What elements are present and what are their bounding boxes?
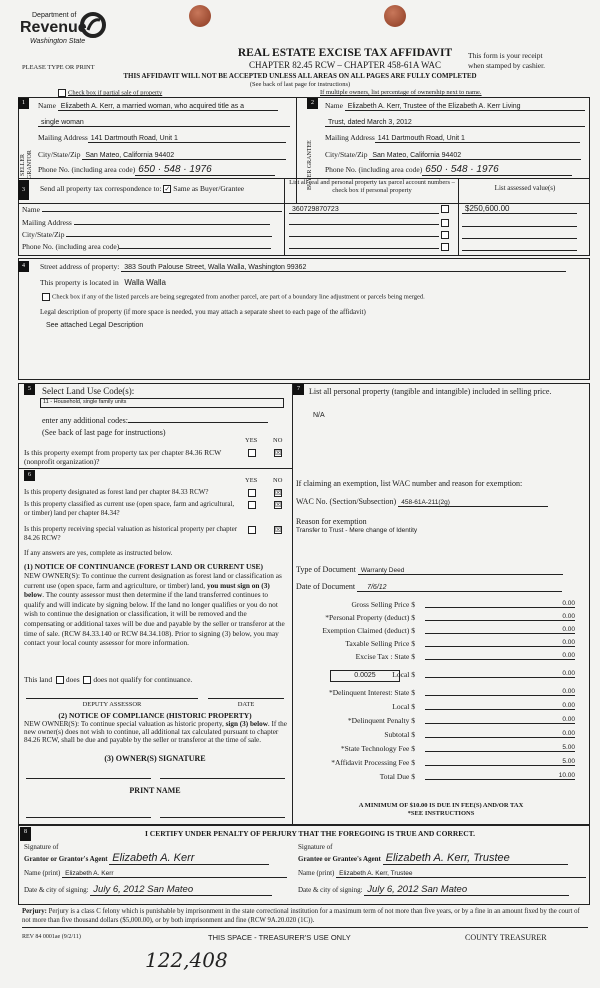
seller-mailing-address[interactable]: 141 Dartmouth Road, Unit 1	[88, 135, 286, 143]
fee-value[interactable]: 0.00	[425, 688, 575, 696]
does-not-qualify-checkbox[interactable]	[83, 676, 91, 684]
parcel-number-field[interactable]	[289, 229, 439, 237]
buyer-phone[interactable]: 650 · 548 · 1976	[422, 164, 572, 176]
same-as-buyer-checkbox[interactable]: ✓	[164, 185, 171, 194]
assessed-value-field[interactable]: $250,600.00	[462, 204, 577, 214]
buyer-name-field[interactable]: Elizabeth A. Kerr, Trustee of the Elizabeth A. Kerr Living	[345, 103, 585, 111]
grantor-date-city[interactable]: July 6, 2012 San Mateo	[90, 884, 272, 896]
exempt-yes-checkbox[interactable]	[248, 449, 256, 457]
partial-sale-checkbox[interactable]: Check box if partial sale of property	[58, 89, 162, 97]
logo: Department of Revenue Washington State	[18, 12, 108, 52]
deputy-assessor-signature[interactable]	[26, 698, 198, 699]
fee-row	[300, 716, 580, 727]
legal-description-field[interactable]: See attached Legal Description	[46, 322, 144, 329]
correspondence-name[interactable]	[42, 204, 282, 212]
fee-label: *Personal Property (deduct) $	[325, 613, 415, 622]
fee-row	[300, 670, 580, 681]
seller-city-state-zip[interactable]: San Mateo, California 94402	[82, 152, 286, 160]
exempt-no-checkbox[interactable]: ☒	[275, 449, 282, 457]
logo-icon	[80, 12, 106, 38]
fee-value[interactable]: 0.00	[425, 639, 575, 647]
fee-row	[300, 626, 580, 637]
fee-row	[300, 639, 580, 650]
seller-name-field-line2[interactable]: single woman	[38, 119, 290, 127]
document-date-field[interactable]: 7/6/12	[357, 584, 562, 592]
document-type-field[interactable]: Warranty Deed	[358, 567, 563, 575]
fee-row	[300, 744, 580, 755]
segregated-checkbox[interactable]: Check box if any of the listed parcels are being segregated from another parcel, are part of a boundary line adjustment or parcels being merged.	[42, 293, 425, 301]
perjury-notice: Perjury: Perjury is a class C felony which is punishable by imprisonment in the state correctional institution for a maximum term of not more than five years, or by a fine in an amount fixed by the court of not more than five thousand dollars ($5,000.00), or by both imprisonment and fine (RCW 9A.20.020 (1C)).	[22, 908, 588, 928]
fee-value[interactable]: 0.00	[425, 670, 575, 678]
parcel-number-field[interactable]	[289, 217, 439, 225]
fee-label: Excise Tax : State $	[355, 652, 415, 661]
seller-name-field[interactable]: Elizabeth A. Kerr, a married woman, who acquired title as a	[58, 103, 278, 111]
fee-label: Local $	[392, 670, 415, 679]
grantor-signature[interactable]: Elizabeth A. Kerr	[109, 852, 269, 865]
parcel-number-field[interactable]	[289, 241, 439, 249]
print-name-field[interactable]	[26, 817, 151, 818]
correspondence-address[interactable]	[74, 217, 270, 225]
assessed-value-field[interactable]	[462, 226, 577, 227]
owner-signature-field[interactable]	[26, 778, 151, 779]
personal-property-checkbox[interactable]	[441, 231, 449, 239]
fee-label: Gross Selling Price $	[351, 600, 415, 609]
form-title: REAL ESTATE EXCISE TAX AFFIDAVIT	[237, 47, 453, 59]
fee-row	[300, 772, 580, 783]
fee-value[interactable]: 0.00	[425, 652, 575, 660]
owner-signature-field[interactable]	[160, 778, 285, 779]
fee-value[interactable]: 5.00	[425, 744, 575, 752]
fee-label: *Delinquent Penalty $	[347, 716, 415, 725]
notice-continuance-text: NEW OWNER(S): To continue the current designation as forest land or classification as current use (open space, farm and agriculture, or timber) land, you must sign on (3) below. The county assessor must then determine if the land transferred continues to qualify and will indicate by signing below. If the land no longer qualifies or you do not wish to continue the designation or classification, it will be removed and the compensating or additional taxes will be due and payable by the seller or transferor at the time of sale. (RCW 84.33.140 or RCW 84.34.108). Prior to signing (3) below, you may contact your local county assessor for more information.	[24, 571, 285, 648]
fee-value[interactable]: 0.00	[425, 613, 575, 621]
assessor-date[interactable]	[208, 698, 284, 699]
correspondence-phone[interactable]	[119, 241, 271, 249]
fee-row	[300, 702, 580, 713]
forest-yes-checkbox[interactable]	[248, 489, 256, 497]
assessed-value-field[interactable]	[462, 250, 577, 251]
historic-yes-checkbox[interactable]	[248, 526, 256, 534]
historic-no-checkbox[interactable]: ☒	[275, 526, 282, 534]
additional-codes-field[interactable]	[128, 415, 268, 423]
hole-punch	[384, 5, 406, 27]
personal-property-checkbox[interactable]	[441, 205, 449, 213]
grantee-name-print[interactable]: Elizabeth A. Kerr, Trustee	[336, 870, 586, 878]
fee-value[interactable]: 0.00	[425, 702, 575, 710]
grantee-date-city[interactable]: July 6, 2012 San Mateo	[364, 884, 569, 896]
fee-label: *Delinquent Interest: State $	[328, 688, 415, 697]
grantor-name-print[interactable]: Elizabeth A. Kerr	[62, 870, 287, 878]
fee-label: *Affidavit Processing Fee $	[331, 758, 415, 767]
fee-label: Local $	[392, 702, 415, 711]
grantee-signature[interactable]: Elizabeth A. Kerr, Trustee	[383, 852, 568, 865]
fee-label: Exemption Claimed (deduct) $	[322, 626, 415, 635]
fee-label: *State Technology Fee $	[340, 744, 415, 753]
personal-property-checkbox[interactable]	[441, 243, 449, 251]
handwritten-number: 122,408	[145, 948, 228, 972]
fee-value[interactable]: 0.00	[425, 626, 575, 634]
current-use-no-checkbox[interactable]: ☒	[275, 501, 282, 509]
does-qualify-checkbox[interactable]	[56, 676, 64, 684]
fee-row	[300, 758, 580, 769]
print-name-field[interactable]	[160, 817, 285, 818]
fee-value[interactable]: 0.00	[425, 716, 575, 724]
exemption-reason-field[interactable]: Transfer to Trust - Mere change of Identity	[296, 527, 418, 534]
property-location[interactable]: Walla Walla	[124, 278, 166, 287]
wac-number-field[interactable]: 458-61A-211(2g)	[398, 499, 548, 507]
current-use-yes-checkbox[interactable]	[248, 501, 256, 509]
fee-row	[300, 652, 580, 663]
buyer-name-field-line2[interactable]: Trust, dated March 3, 2012	[325, 119, 585, 127]
buyer-city-state-zip[interactable]: San Mateo, California 94402	[369, 152, 581, 160]
correspondence-city[interactable]	[66, 229, 272, 237]
fee-value[interactable]: 0.00	[425, 600, 575, 608]
fee-label: Taxable Selling Price $	[345, 639, 415, 648]
street-address-field[interactable]: 383 South Palouse Street, Walla Walla, Washington 99362	[121, 264, 566, 272]
notice-compliance-text: NEW OWNER(S): To continue special valuation as historic property, sign (3) below. If the new owner(s) does not wish to continue, all additional tax calculated pursuant to chapter 84.26 RCW, shall be due and payable by the seller or transferor at the time of sale.	[24, 720, 287, 744]
seller-phone[interactable]: 650 · 548 · 1976	[135, 164, 275, 176]
fee-label: Subtotal $	[384, 730, 415, 739]
fee-value[interactable]: 0.00	[425, 730, 575, 738]
forest-no-checkbox[interactable]: ☒	[275, 489, 282, 497]
local-rate-box: 0.0025	[330, 670, 400, 682]
fee-value[interactable]: 5.00	[425, 758, 575, 766]
land-use-code-select[interactable]: 11 - Household, single family units	[40, 398, 284, 408]
section-4	[18, 258, 590, 380]
buyer-mailing-address[interactable]: 141 Dartmouth Road, Unit 1	[375, 135, 580, 143]
personal-property-checkbox[interactable]	[441, 219, 449, 227]
fee-row	[300, 600, 580, 611]
assessed-value-field[interactable]	[462, 238, 577, 239]
fee-row	[300, 688, 580, 699]
fee-row	[300, 613, 580, 624]
parcel-number-field[interactable]: 360729870723	[289, 206, 439, 214]
personal-property-field[interactable]: N/A	[313, 412, 325, 419]
hole-punch	[189, 5, 211, 27]
fee-label: Total Due $	[379, 772, 415, 781]
fee-value[interactable]: 10.00	[425, 772, 575, 780]
fee-row	[300, 730, 580, 741]
